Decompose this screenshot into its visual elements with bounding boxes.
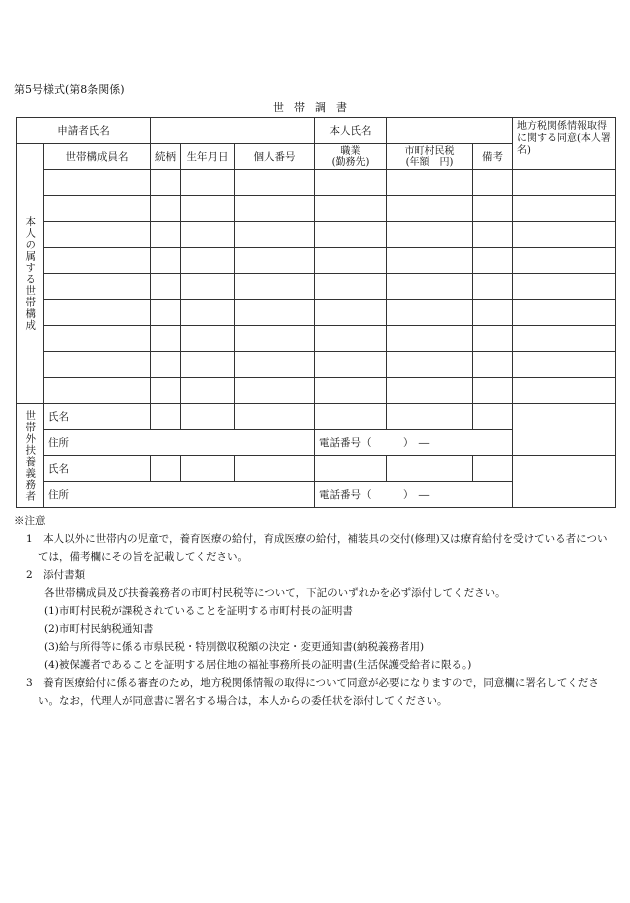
- applicant-name-label: 申請者氏名: [17, 118, 151, 144]
- outside-name-label: 氏名: [44, 456, 151, 482]
- consent-signature-cell[interactable]: [513, 196, 616, 222]
- table-row: [17, 378, 616, 404]
- col-birthdate: 生年月日: [181, 144, 235, 170]
- col-job: 職業 (勤務先): [315, 144, 387, 170]
- outside-phone-label: 電話番号（ ） ―: [315, 430, 513, 456]
- note-2-item: (3)給与所得等に係る市県民税・特別徴収税額の決定・変更通知書(納税義務者用): [44, 641, 425, 653]
- table-row: [17, 352, 616, 378]
- form-number: 第5号様式(第8条関係): [14, 83, 125, 96]
- table-row: [17, 196, 616, 222]
- consent-signature-cell[interactable]: [513, 456, 616, 508]
- col-remarks: 備考: [473, 144, 513, 170]
- consent-signature-cell[interactable]: [513, 170, 616, 196]
- note-2-item: (1)市町村民税が課税されていることを証明する市町村長の証明書: [44, 605, 353, 617]
- table-row: [17, 170, 616, 196]
- col-member-name: 世帯構成員名: [44, 144, 151, 170]
- consent-signature-cell[interactable]: [513, 326, 616, 352]
- outside-name-label: 氏名: [44, 404, 151, 430]
- table-row: [17, 248, 616, 274]
- applicant-name-field[interactable]: [151, 118, 315, 144]
- outside-address-label: 住所: [44, 430, 315, 456]
- table-row: [17, 326, 616, 352]
- note-2-body: 各世帯構成員及び扶養義務者の市町村民税等について，下記のいずれかを必ず添付してください。: [44, 587, 506, 599]
- outside-phone-label: 電話番号（ ） ―: [315, 482, 513, 508]
- consent-signature-cell[interactable]: [513, 222, 616, 248]
- consent-signature-cell[interactable]: [513, 404, 616, 456]
- table-row: [17, 222, 616, 248]
- note-2-item: (2)市町村民納税通知書: [44, 623, 154, 635]
- consent-signature-cell[interactable]: [513, 300, 616, 326]
- col-relation: 続柄: [151, 144, 181, 170]
- person-name-label: 本人氏名: [315, 118, 387, 144]
- consent-signature-cell[interactable]: [513, 274, 616, 300]
- note-2-title: 2 添付書類: [26, 569, 86, 581]
- table-row: [17, 300, 616, 326]
- person-name-field[interactable]: [387, 118, 513, 144]
- notes-section: [14, 512, 616, 710]
- outside-address-label: 住所: [44, 482, 315, 508]
- note-3: 3 養育医療給付に係る審査のため，地方税関係情報の取得について同意が必要になりますので，同意欄に署名してください。なお，代理人が同意書に署名する場合は，本人からの委任状を添付してください。: [26, 677, 599, 707]
- household-side-label: 本人の属する世帯構成: [17, 144, 44, 404]
- note-1: 1 本人以外に世帯内の児童で，養育医療の給付，育成医療の給付，補装具の交付(修理)又は療育給付を受けている者については，備考欄にその旨を記載してください。: [26, 533, 608, 563]
- note-2-item: (4)被保護者であることを証明する居住地の福祉事務所長の証明書(生活保護受給者に限る。): [44, 659, 472, 671]
- household-table: [16, 117, 616, 508]
- notes-heading: ※注意: [14, 515, 46, 527]
- document-title: 世帯調書: [273, 101, 357, 114]
- consent-header: 地方税関係情報取得に関する同意(本人署名): [513, 118, 616, 170]
- col-id-number: 個人番号: [235, 144, 315, 170]
- consent-signature-cell[interactable]: [513, 378, 616, 404]
- col-tax: 市町村民税 (年額 円): [387, 144, 473, 170]
- consent-signature-cell[interactable]: [513, 352, 616, 378]
- table-row: [17, 274, 616, 300]
- consent-signature-cell[interactable]: [513, 248, 616, 274]
- outside-side-label: 世帯外扶養義務者: [17, 404, 44, 508]
